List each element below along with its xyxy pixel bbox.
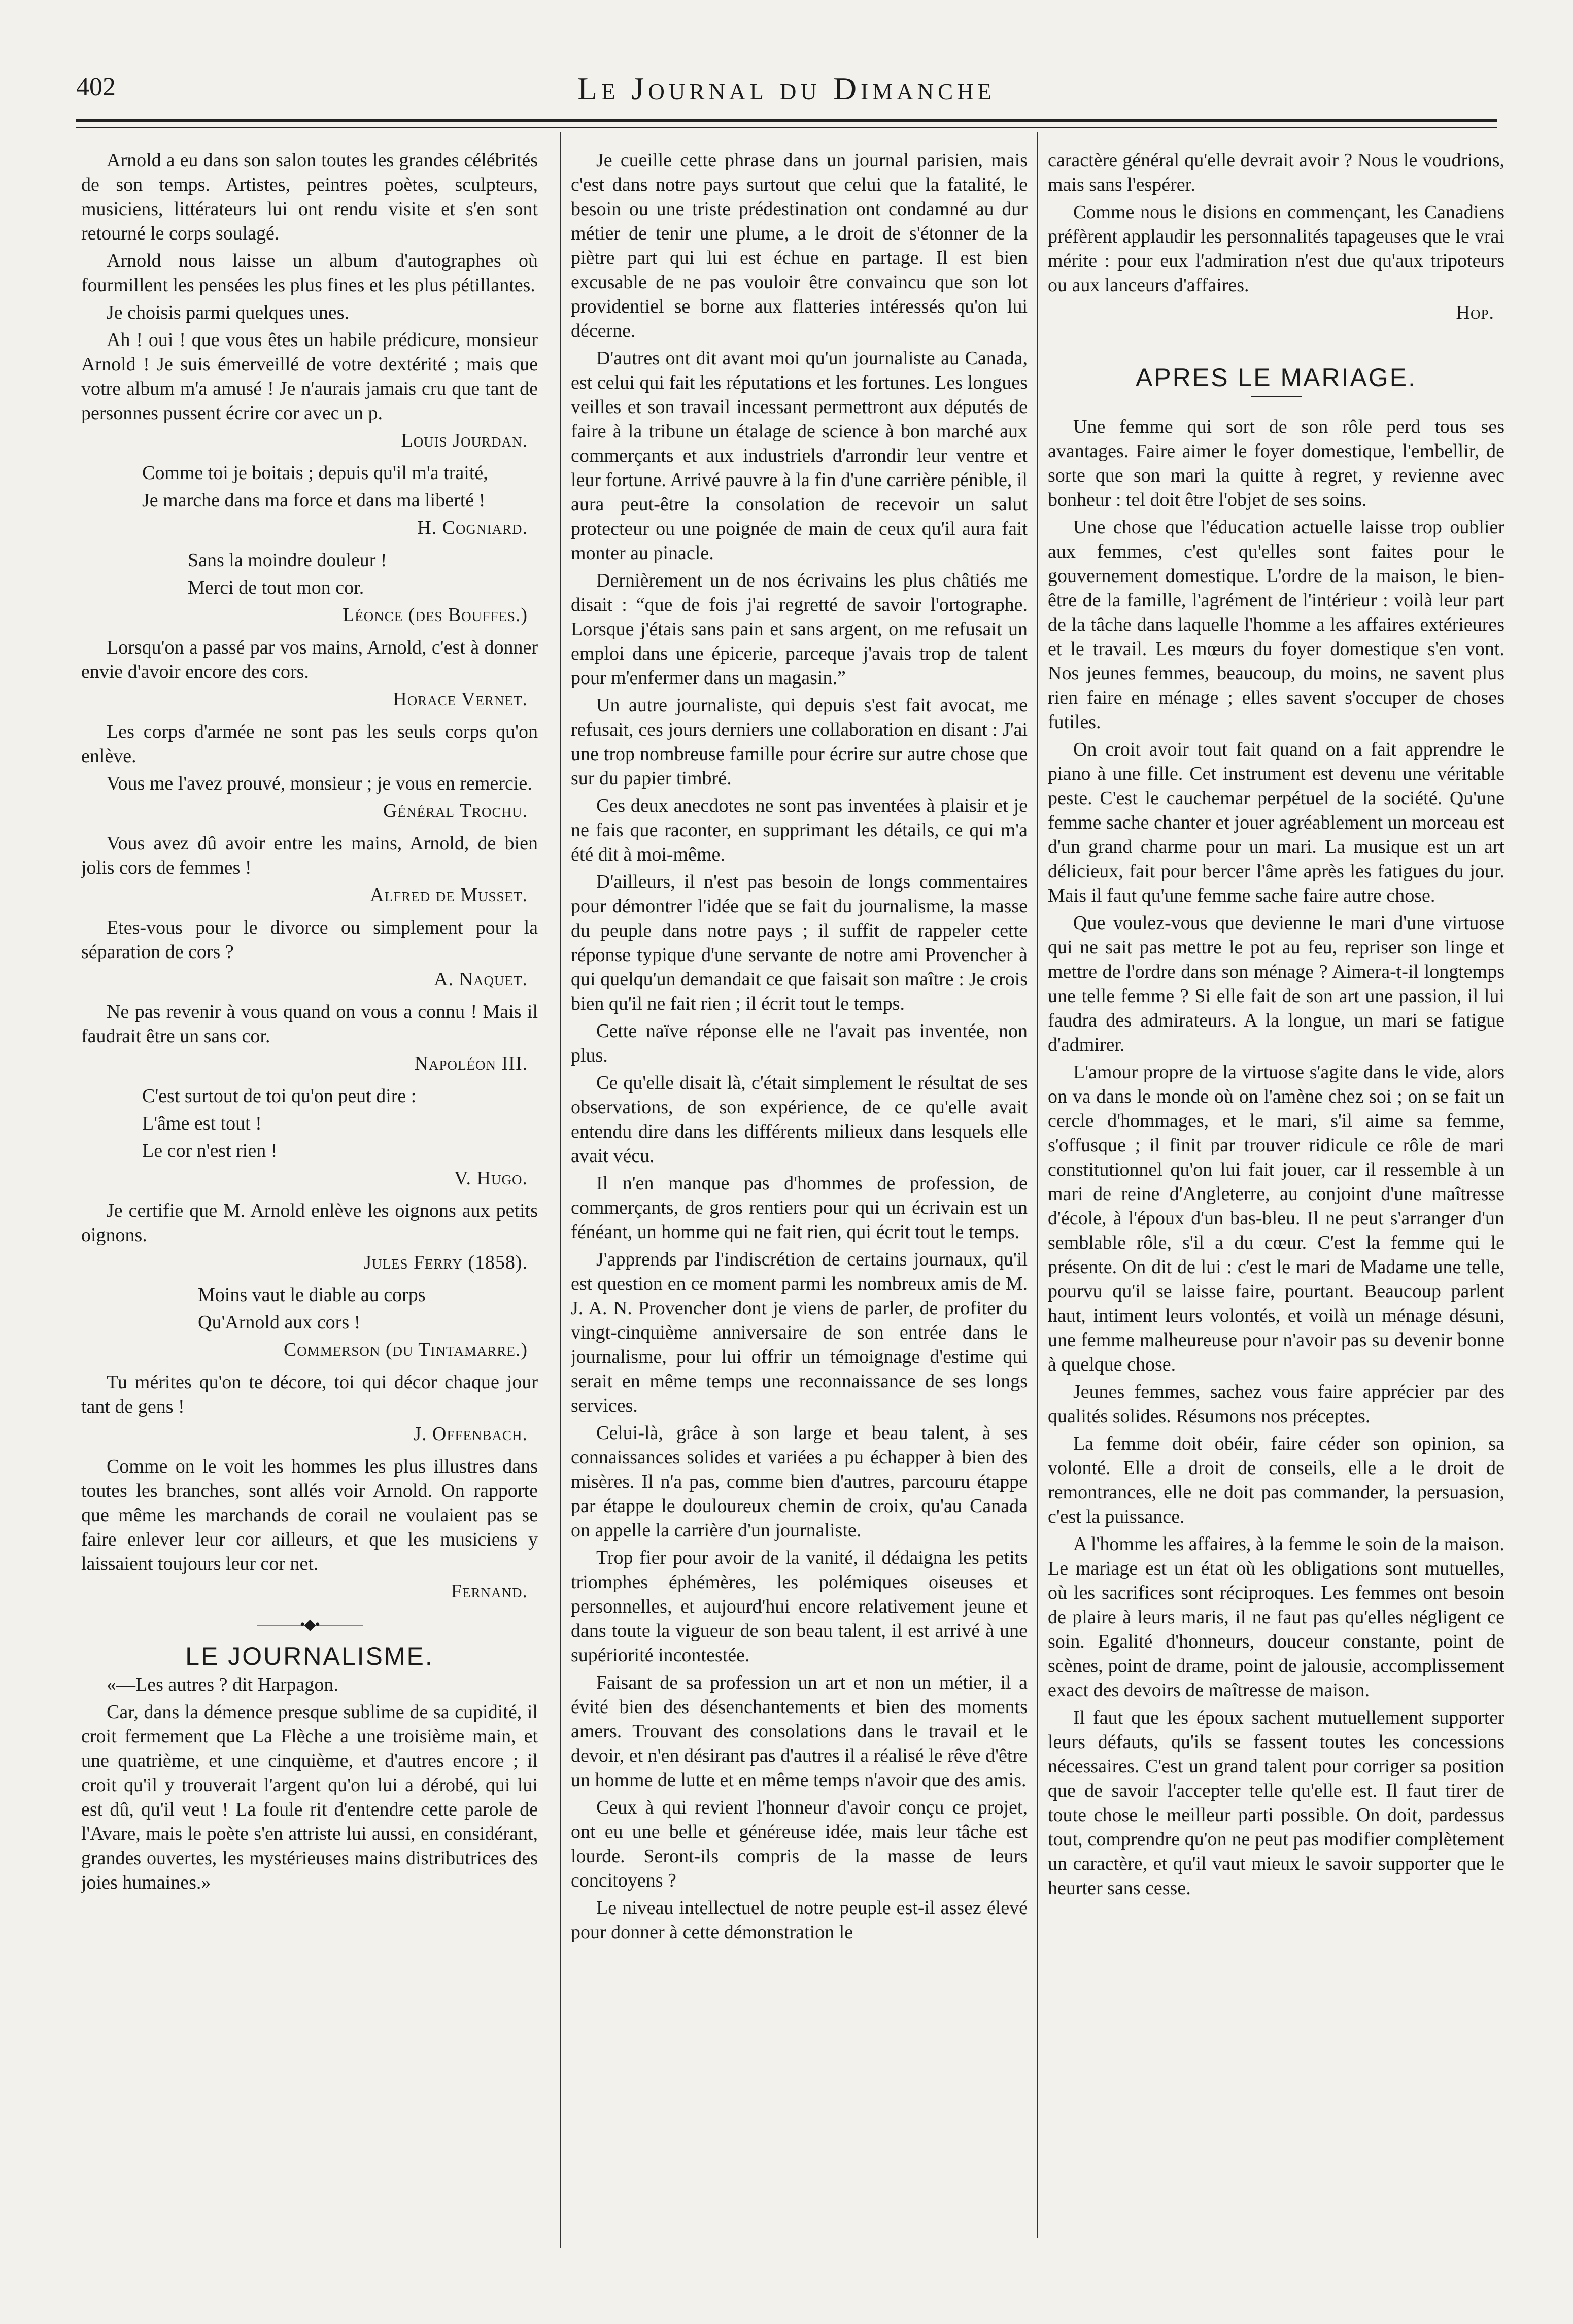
paragraph: Ceux à qui revient l'honneur d'avoir conçu ce projet, ont eu une belle et généreuse idée, mais leur tâche est lourde. Seront-ils compris de la masse de leurs concitoyens ? <box>571 1797 1028 1891</box>
paragraph: Jeunes femmes, sachez vous faire apprécier par des qualités solides. Résumons nos préceptes. <box>1048 1381 1504 1427</box>
author-signature: Hop. <box>1456 302 1494 323</box>
header-rule-thin <box>76 127 1497 128</box>
verse-line: Moins vaut le diable au corps <box>198 1284 426 1306</box>
paragraph: Faisant de sa profession un art et non un métier, il a évité bien des désenchantements et bien des moments amers. Trouvant des consolations dans le travail et le devoir, et n'en désirant pas d'autres il a réalisé le rêve d'être un homme de lutte et en même temps n'avoir que des amis. <box>571 1672 1028 1791</box>
masthead-title: Le Journal du Dimanche <box>577 71 996 107</box>
author-signature: Fernand. <box>451 1581 528 1602</box>
paragraph: Cette naïve réponse elle ne l'avait pas inventée, non plus. <box>571 1020 1028 1066</box>
verse-line: Sans la moindre douleur ! <box>188 550 387 571</box>
autograph-quote: Ah ! oui ! que vous êtes un habile prédicure, monsieur Arnold ! Je suis émerveillé de votre dextérité ; mais que votre album m'a amusé ! Je n'aurais jamais cru que tant de personnes pussent écrire cor avec un p. <box>81 329 538 424</box>
verse-line: Merci de tout mon cor. <box>188 577 364 598</box>
page-number: 402 <box>76 73 116 101</box>
paragraph: Comme on le voit les hommes les plus illustres dans toutes les branches, sont allés voir Arnold. On rapporte que même les marchands de corail ne voulaient pas se faire enlever leur cor ailleurs, et que les musiciens y laissaient toujours leur cor net. <box>81 1456 538 1575</box>
paragraph: Trop fier pour avoir de la vanité, il dédaigna les petits triomphes éphémères, les polémiques oiseuses et personnelles, et aujourd'hui encore relativement jeune et dans toute la vigueur de son beau talent, il est arrivé à une supériorité incontestée. <box>571 1547 1028 1666</box>
autograph-signature: Alfred de Musset. <box>370 884 528 906</box>
paragraph: La femme doit obéir, faire céder son opinion, sa volonté. Elle a droit de conseils, elle a le droit de remontrances, elle ne doit pas commander, la persuasion, c'est la puissance. <box>1048 1433 1504 1527</box>
paragraph: Une femme qui sort de son rôle perd tous ses avantages. Faire aimer le foyer domestique, l'embellir, de sorte que son mari la quitte à regret, y revienne avec bonheur : tel doit être l'objet de ses soins. <box>1048 416 1504 510</box>
autograph-quote: Ne pas revenir à vous quand on vous a connu ! Mais il faudrait être un sans cor. <box>81 1001 538 1047</box>
column-3 <box>1048 148 1504 2289</box>
verse-line: Le cor n'est rien ! <box>142 1140 278 1161</box>
column-divider-2 <box>1037 132 1038 2238</box>
paragraph: Je choisis parmi quelques unes. <box>107 302 350 323</box>
paragraph: Que voulez-vous que devienne le mari d'une virtuose qui ne sait pas mettre le pot au feu, repriser son linge et mettre de l'ordre dans son ménage ? Aimera-t-il longtemps une telle femme ? Si elle fait de son art une passion, il lui faudra des admirateurs. A la longue, un mari se fatigue d'admirer. <box>1048 912 1504 1055</box>
autograph-quote: Lorsqu'on a passé par vos mains, Arnold, c'est à donner envie d'avoir encore des cors. <box>81 637 538 682</box>
autograph-signature: Horace Vernet. <box>393 689 528 710</box>
autograph-signature: Général Trochu. <box>383 800 528 822</box>
paragraph: Ce qu'elle disait là, c'était simplement le résultat de ses observations, de son expérience, de ce qu'elle avait entendu dire dans les différents milieux dans lesquels elle avait vécu. <box>571 1072 1028 1167</box>
paragraph: Comme nous le disions en commençant, les Canadiens préfèrent applaudir les personnalités tapageuses que le vrai mérite : pour eux l'admiration n'est due qu'aux tripoteurs ou aux lanceurs d'affaires. <box>1048 201 1504 296</box>
paragraph: D'ailleurs, il n'est pas besoin de longs commentaires pour démontrer l'idée que se fait du journalisme, la masse du peuple dans notre pays ; il suffit de rappeler cette réponse typique d'une servante de notre ami Provencher à qui quelqu'un demandait ce que faisait son maître : Je crois bien qu'il ne fait rien ; il écrit tout le temps. <box>571 871 1028 1014</box>
autograph-quote: Vous avez dû avoir entre les mains, Arnold, de bien jolis cors de femmes ! <box>81 833 538 878</box>
autograph-signature: H. Cogniard. <box>417 517 528 538</box>
autograph-quote: Je certifie que M. Arnold enlève les oignons aux petits oignons. <box>81 1200 538 1246</box>
paragraph: Celui-là, grâce à son large et beau talent, à ses connaissances solides et variées a pu échapper à bien des misères. Il n'a pas, comme bien d'autres, parcouru étappe par étappe le douloureux chemin de croix, qu'au Canada on appelle la carrière d'un journaliste. <box>571 1422 1028 1541</box>
paragraph: Arnold nous laisse un album d'autographes où fourmillent les pensées les plus fines et les plus pétillantes. <box>81 250 538 296</box>
paragraph: On croit avoir tout fait quand on a fait apprendre le piano à une fille. Cet instrument est devenu une véritable peste. C'est le cauchemar perpétuel de la société. Qu'une femme sache chanter et jouer agréablement un morceau est d'un grand charme pour un mari. La musique est un art délicieux, fait pour bercer l'âme après les fatigues du jour. Mais il faut qu'une femme sache faire autre chose. <box>1048 739 1504 906</box>
article-heading: APRES LE MARIAGE. <box>1136 363 1417 392</box>
paragraph: Ces deux anecdotes ne sont pas inventées à plaisir et je ne fais que raconter, en supprimant les détails, ce qui m'a été dit à moi-même. <box>571 795 1028 865</box>
autograph-signature: Napoléon III. <box>414 1053 528 1074</box>
paragraph: L'amour propre de la virtuose s'agite dans le vide, alors on va dans le monde où on l'amène chez soi ; on se fait un cercle d'hommages, et le mari, s'il aime sa femme, s'offusque ; il finit par trouver ridicule ce rôle de mari constitutionnel qu'on lui fait jouer, car il ressemble à un mari de reine d'Angleterre, au conjoint d'une maîtresse d'école, à l'époux d'un bas-bleu. Il ne peut s'arranger d'un semblable rôle, s'il a du cœur. C'est la femme qui le présente. On dit de lui : c'est le mari de Madame une telle, pourvu qu'il se laisse faire, pourtant. Beaucoup parlent haut, intiment leurs volontés, et voilà un ménage désuni, une femme malheureuse pour n'avoir pas su devenir bonne à quelque chose. <box>1048 1062 1504 1375</box>
paragraph: A l'homme les affaires, à la femme le soin de la maison. Le mariage est un état où les obligations sont mutuelles, où les sacrifices sont réciproques. Les femmes ont besoin de plaire à leurs maris, il ne faut pas qu'elles négligent ce soin. Egalité d'honneurs, douceur constante, point de scènes, point de drame, point de jalousie, accomplissement exact des devoirs de maîtresse de maison. <box>1048 1533 1504 1701</box>
autograph-quote: Etes-vous pour le divorce ou simplement pour la séparation de cors ? <box>81 917 538 963</box>
verse-line: Je marche dans ma force et dans ma liberté ! <box>142 490 486 511</box>
paragraph: «—Les autres ? dit Harpagon. <box>107 1674 338 1695</box>
autograph-signature: Jules Ferry (1858). <box>364 1252 528 1273</box>
autograph-quote: Les corps d'armée ne sont pas les seuls corps qu'on enlève. <box>81 721 538 767</box>
autograph-signature: V. Hugo. <box>454 1168 528 1189</box>
column-1 <box>81 148 538 2289</box>
paragraph: Je cueille cette phrase dans un journal parisien, mais c'est dans notre pays surtout que celui que la fatalité, le besoin ou une triste prédestination ont condamné au dur métier de tenir une plume, a le droit de s'étonner de la piètre part qui lui est échue en partage. Il est bien excusable de ne pas vouloir être convaincu que son lot providentiel se borne aux flatteries intéressés qu'on lui décerne. <box>571 150 1028 341</box>
section-ornament: ———•◆•——— <box>257 1616 362 1633</box>
paragraph: Dernièrement un de nos écrivains les plus châtiés me disait : “que de fois j'ai regretté de savoir l'ortographe. Lorsque j'étais sans pain et sans argent, on me refusait un emploi dans une épicerie, parceque j'avais trop de talent pour m'enfermer dans un magasin.” <box>571 570 1028 689</box>
autograph-quote: Vous me l'avez prouvé, monsieur ; je vous en remercie. <box>107 773 532 794</box>
autograph-signature: Léonce (des Bouffes.) <box>343 604 528 626</box>
paragraph: J'apprends par l'indiscrétion de certains journaux, qu'il est question en ce moment parmi les nombreux amis de M. J. A. N. Provencher dont je viens de parler, de profiter du vingt-cinquième anniversaire de son entrée dans le journalisme, pour lui offrir un témoignage d'estime qui serait en même temps une reconnaissance de ses longs services. <box>571 1249 1028 1416</box>
verse-line: Qu'Arnold aux cors ! <box>198 1312 361 1333</box>
paragraph: Il faut que les époux sachent mutuellement supporter leurs défauts, qu'ils se fassent toutes les concessions nécessaires. C'est un grand talent pour corriger sa position que de savoir l'accepter telle qu'elle est. Il faut tirer de toute chose le meilleur parti possible. On doit, pardessus tout, comprendre qu'on ne peut pas modifier complètement un caractère, et qu'il vaut mieux le savoir supporter que le heurter sans cesse. <box>1048 1707 1504 1899</box>
paragraph: Le niveau intellectuel de notre peuple est-il assez élevé pour donner à cette démonstration le <box>571 1897 1028 1943</box>
verse-line: L'âme est tout ! <box>142 1113 262 1134</box>
header-rule-thick <box>76 119 1497 122</box>
column-divider-1 <box>560 132 561 2248</box>
paragraph: Un autre journaliste, qui depuis s'est fait avocat, me refusait, ces jours derniers une collaboration en disant : J'ai une trop nombreuse famille pour écrire sur autre chose que sur du papier timbré. <box>571 695 1028 789</box>
paragraph: Il n'en manque pas d'hommes de profession, de commerçants, de gros rentiers pour qui un écrivain est un fénéant, un homme qui ne fait rien, qui écrit tout le temps. <box>571 1173 1028 1243</box>
paragraph: caractère général qu'elle devrait avoir ? Nous le voudrions, mais sans l'espérer. <box>1048 150 1504 195</box>
autograph-signature: J. Offenbach. <box>414 1423 528 1445</box>
column-2 <box>571 148 1028 2289</box>
autograph-signature: Louis Jourdan. <box>401 430 528 451</box>
heading-rule <box>1251 396 1302 397</box>
page-header <box>76 66 1497 127</box>
autograph-quote: Tu mérites qu'on te décore, toi qui décor chaque jour tant de gens ! <box>81 1372 538 1417</box>
article-heading: LE JOURNALISME. <box>185 1642 434 1670</box>
autograph-signature: A. Naquet. <box>434 969 528 990</box>
paragraph: Car, dans la démence presque sublime de sa cupidité, il croit fermement que La Flèche a une troisième main, et une quatrième, et une cinquième, et d'autres encore ; il croit qu'il y trouverait l'argent qu'on lui a dérobé, qui lui est dû, qu'il veut ! La foule rit d'entendre cette parole de l'Avare, mais le poète s'en attriste lui aussi, en considérant, grandes ouvertes, les mystérieuses mains distributrices des joies humaines.» <box>81 1701 538 1893</box>
paragraph: Une chose que l'éducation actuelle laisse trop oublier aux femmes, c'est qu'elles sont faites pour le gouvernement domestique. L'ordre de la maison, le bien-être de la famille, l'agrément de l'intérieur : voilà leur part de la tâche dans laquelle l'homme a les affaires extérieures et le travail. Les mœurs du foyer domestique s'en vont. Nos jeunes femmes, beaucoup, du moins, ne savent plus rien faire en ménage ; elles savent s'occuper de choses futiles. <box>1048 517 1504 733</box>
paragraph: D'autres ont dit avant moi qu'un journaliste au Canada, est celui qui fait les réputations et les fortunes. Les longues veilles et son travail incessant permettront aux députés de faire à la tribune un étalage de science à bon marché aux commerçants et aux industriels d'arrondir leur ventre et leur fortune. Arrivé pauvre à la fin d'une carrière pénible, il aura peut-être la consolation de recevoir un salut protecteur ou une poignée de main de ceux qu'il aura fait monter au pinacle. <box>571 348 1028 564</box>
paragraph: Arnold a eu dans son salon toutes les grandes célébrités de son temps. Artistes, peintres poètes, sculpteurs, musiciens, littérateurs lui ont rendu visite et s'en sont retourné le corps soulagé. <box>81 150 538 244</box>
verse-line: C'est surtout de toi qu'on peut dire : <box>142 1085 417 1107</box>
verse-line: Comme toi je boitais ; depuis qu'il m'a traité, <box>142 462 488 484</box>
autograph-signature: Commerson (du Tintamarre.) <box>283 1339 528 1360</box>
